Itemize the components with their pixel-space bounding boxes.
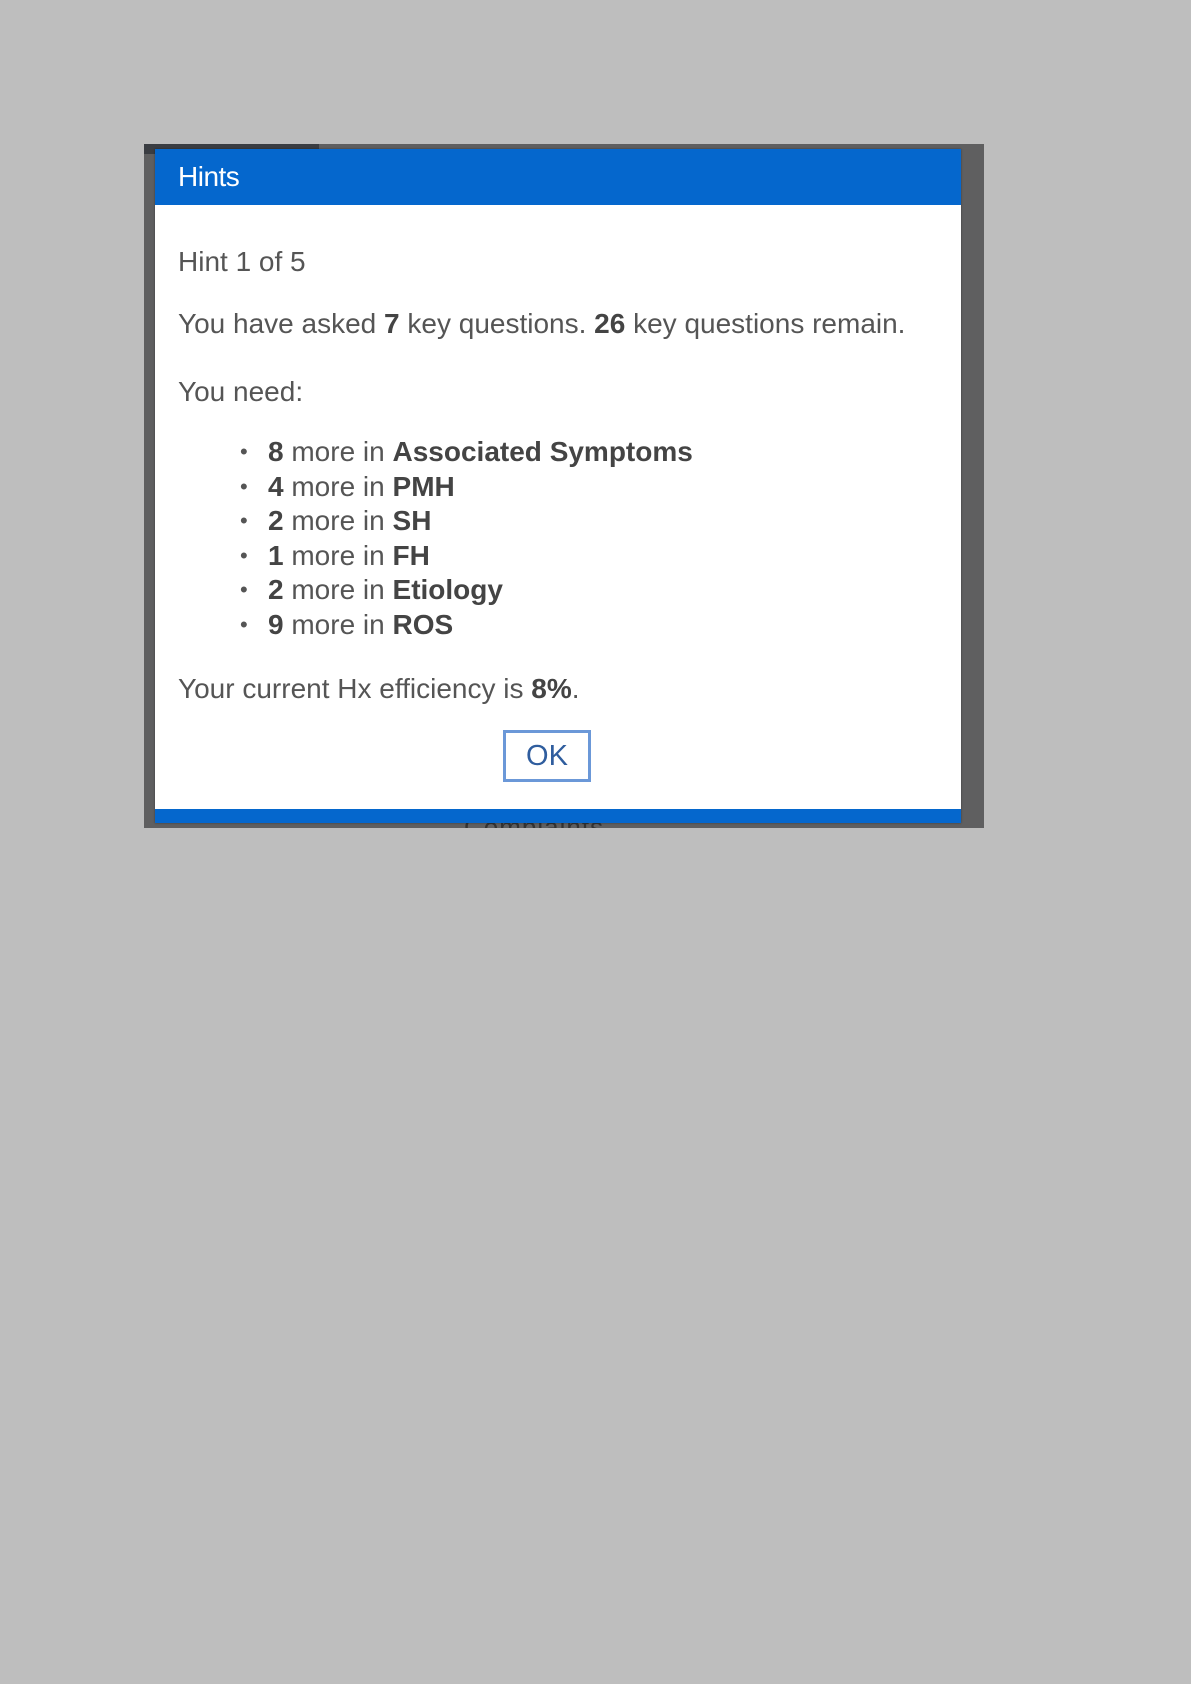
need-count: 2 <box>268 505 284 536</box>
need-count: 8 <box>268 436 284 467</box>
ok-button[interactable]: OK <box>503 730 591 782</box>
efficiency-value: 8% <box>531 673 572 704</box>
efficiency-suffix: . <box>571 673 580 704</box>
hints-dialog <box>155 149 961 823</box>
hint-counter: Hint 1 of 5 <box>178 246 306 277</box>
asked-count: 7 <box>384 308 400 339</box>
list-item <box>238 470 938 505</box>
app-screenshot <box>144 144 984 828</box>
questions-summary <box>178 307 938 341</box>
list-item <box>238 504 938 539</box>
bullet-icon: • <box>240 611 248 637</box>
need-text: more in <box>283 574 393 605</box>
remaining-count: 26 <box>594 308 626 339</box>
summary-prefix: You have asked <box>178 308 385 339</box>
efficiency-text <box>178 672 938 706</box>
dialog-title: Hints <box>155 149 961 205</box>
bullet-icon: • <box>240 542 248 568</box>
bullet-icon: • <box>240 508 248 533</box>
bullet-icon: • <box>240 577 248 602</box>
need-category: SH <box>392 505 432 536</box>
dialog-body <box>155 205 961 782</box>
summary-middle: key questions. <box>399 308 595 339</box>
need-text: more in <box>283 505 393 536</box>
need-category: PMH <box>392 470 455 502</box>
need-count: 4 <box>268 470 284 502</box>
need-category: ROS <box>392 608 454 640</box>
need-text: more in <box>283 539 393 571</box>
need-category: Associated Symptoms <box>392 436 693 467</box>
list-item <box>238 539 938 574</box>
summary-suffix: key questions remain. <box>625 308 906 339</box>
need-count: 9 <box>268 608 284 640</box>
need-count: 2 <box>268 574 284 605</box>
bullet-icon: • <box>240 473 248 499</box>
list-item <box>238 608 938 643</box>
need-count: 1 <box>268 539 284 571</box>
need-label: You need: <box>178 376 304 407</box>
needs-list <box>178 435 938 642</box>
need-category: Etiology <box>392 574 503 605</box>
bullet-icon: • <box>240 439 248 464</box>
need-text: more in <box>283 470 393 502</box>
need-text: more in <box>283 436 393 467</box>
need-category: FH <box>392 539 430 571</box>
dialog-footer-bar <box>155 809 961 823</box>
need-text: more in <box>283 608 393 640</box>
efficiency-prefix: Your current Hx efficiency is <box>178 673 532 704</box>
list-item <box>238 435 938 470</box>
dialog-actions <box>178 730 938 782</box>
list-item <box>238 573 938 608</box>
